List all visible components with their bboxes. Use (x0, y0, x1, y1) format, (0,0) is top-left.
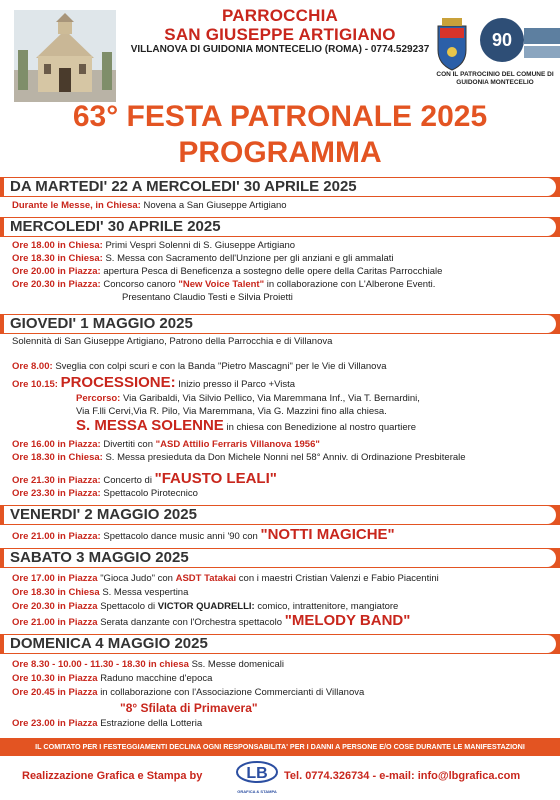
schedule-line: Ore 18.30 in Chiesa: S. Messa con Sacramento dell'Unzione per gli anziani e gli ammalati (12, 253, 394, 264)
schedule-line: Ore 8.30 - 10.00 - 11.30 - 18.30 in chiesa Ss. Messe domenicali (12, 659, 284, 670)
credit-label: Realizzazione Grafica e Stampa by (22, 770, 203, 782)
schedule-line: Ore 20.30 in Piazza: Concorso canoro "New Voice Talent" in collaborazione con L'Alberone Eventi. (12, 279, 436, 290)
lb-logo-text: LB (246, 765, 268, 782)
schedule-line: Ore 23.00 in Piazza Estrazione della Lotteria (12, 718, 203, 729)
schedule-line: Ore 8.00: Sveglia con colpi scuri e con la Banda "Pietro Mascagni" per le Vie di Villanova (12, 361, 387, 372)
church-photo (14, 10, 116, 102)
section-heading: DOMENICA 4 MAGGIO 2025 (10, 635, 208, 652)
lb-logo-sub: GRAFICA & STAMPA (237, 789, 277, 794)
section-heading: GIOVEDI' 1 MAGGIO 2025 (10, 315, 193, 332)
section-bar-may2 (0, 505, 560, 525)
credits (0, 760, 560, 796)
schedule-line: Presentano Claudio Testi e Silvia Proietti (122, 292, 293, 303)
schedule-line: Durante le Messe, in Chiesa: Novena a San Giuseppe Artigiano (12, 200, 287, 211)
section-bar-apr22-30 (0, 177, 560, 197)
parish-line1: PARROCCHIA (222, 6, 338, 25)
logos (430, 12, 560, 102)
schedule-line: "8° Sfilata di Primavera" (120, 701, 258, 715)
schedule-line: Ore 10.15: PROCESSIONE: Inizio presso il Parco +Vista (12, 374, 296, 391)
schedule-line: Ore 20.00 in Piazza: apertura Pesca di Beneficenza a sostegno delle opere della Caritas Parrocchiale (12, 266, 443, 277)
section-heading: DA MARTEDI' 22 A MERCOLEDI' 30 APRILE 2025 (10, 178, 357, 195)
schedule-line: Ore 21.00 in Piazza: Spettacolo dance music anni '90 con "NOTTI MAGICHE" (12, 526, 395, 543)
patronage-line1: CON IL PATROCINIO DEL COMUNE DI (436, 71, 554, 78)
program-title: PROGRAMMA (178, 136, 382, 169)
anniversary-badge-icon (480, 18, 560, 62)
parish-name (120, 6, 440, 44)
schedule-line: S. MESSA SOLENNE in chiesa con Benedizione al nostro quartiere (76, 417, 417, 434)
section-subtitle: Solennità di San Giuseppe Artigiano, Patrono della Parrocchia e di Villanova (12, 336, 333, 347)
schedule-line: Ore 18.30 in Chiesa S. Messa vespertina (12, 587, 189, 598)
parish-address: VILLANOVA DI GUIDONIA MONTECELIO (ROMA) - 0774.529237 (130, 44, 430, 55)
schedule-line: Ore 21.30 in Piazza: Concerto di "FAUSTO LEALI" (12, 470, 277, 487)
municipal-coat-of-arms-icon (438, 18, 466, 70)
schedule-line: Ore 18.30 in Chiesa: S. Messa presieduta da Don Michele Nonni nel 58° Anniv. di Ordinazione Presbiterale (12, 452, 466, 463)
schedule-line: Ore 10.30 in Piazza Raduno macchine d'epoca (12, 673, 213, 684)
schedule-line: Ore 16.00 in Piazza: Divertiti con "ASD Attilio Ferraris Villanova 1956" (12, 439, 320, 450)
disclaimer-bar (0, 738, 560, 756)
section-bar-may4 (0, 634, 560, 654)
patronage-note (432, 71, 558, 87)
schedule-line: Ore 23.30 in Piazza: Spettacolo Pirotecnico (12, 488, 198, 499)
schedule-line: Ore 18.00 in Chiesa: Primi Vespri Solenni di S. Giuseppe Artigiano (12, 240, 296, 251)
disclaimer-text: IL COMITATO PER I FESTEGGIAMENTI DECLINA OGNI RESPONSABILITA' PER I DANNI A PERSONE E/O COSE DURANTE LE MANIFESTAZIONI (35, 742, 525, 751)
schedule-line: Ore 20.30 in Piazza Spettacolo di VICTOR QUADRELLI: comico, intrattenitore, mangiatore (12, 601, 399, 612)
section-bar-apr30 (0, 217, 560, 237)
parish-line2: SAN GIUSEPPE ARTIGIANO (164, 25, 396, 44)
event-title: 63° FESTA PATRONALE 2025 (72, 100, 488, 133)
lb-logo-icon (236, 760, 278, 784)
schedule-line: Via F.lli Cervi,Via R. Pilo, Via Maremmana, Via G. Mazzini fino alla chiesa. (76, 406, 387, 417)
section-heading: MERCOLEDI' 30 APRILE 2025 (10, 218, 221, 235)
section-heading: SABATO 3 MAGGIO 2025 (10, 549, 189, 566)
contact-info: Tel. 0774.326734 - e-mail: info@lbgrafica.com (284, 770, 521, 782)
header (0, 0, 560, 110)
schedule-line: Ore 21.00 in Piazza Serata danzante con l'Orchestra spettacolo "MELODY BAND" (12, 612, 411, 629)
patronage-line2: GUIDONIA MONTECELIO (456, 79, 534, 86)
svg-text:90: 90 (491, 30, 513, 50)
section-heading: VENERDI' 2 MAGGIO 2025 (10, 506, 197, 523)
schedule-line: Ore 20.45 in Piazza in collaborazione con l'Associazione Commercianti di Villanova (12, 687, 365, 698)
schedule-line: Ore 17.00 in Piazza "Gioca Judo" con ASDT Tatakai con i maestri Cristian Valenzi e Fabio Piacentini (12, 573, 439, 584)
lb-logo (236, 760, 278, 792)
schedule-line: Percorso: Via Garibaldi, Via Silvio Pellico, Via Maremmana Inf., Via T. Bernardini, (76, 393, 420, 404)
section-bar-may1 (0, 314, 560, 334)
section-bar-may3 (0, 548, 560, 568)
